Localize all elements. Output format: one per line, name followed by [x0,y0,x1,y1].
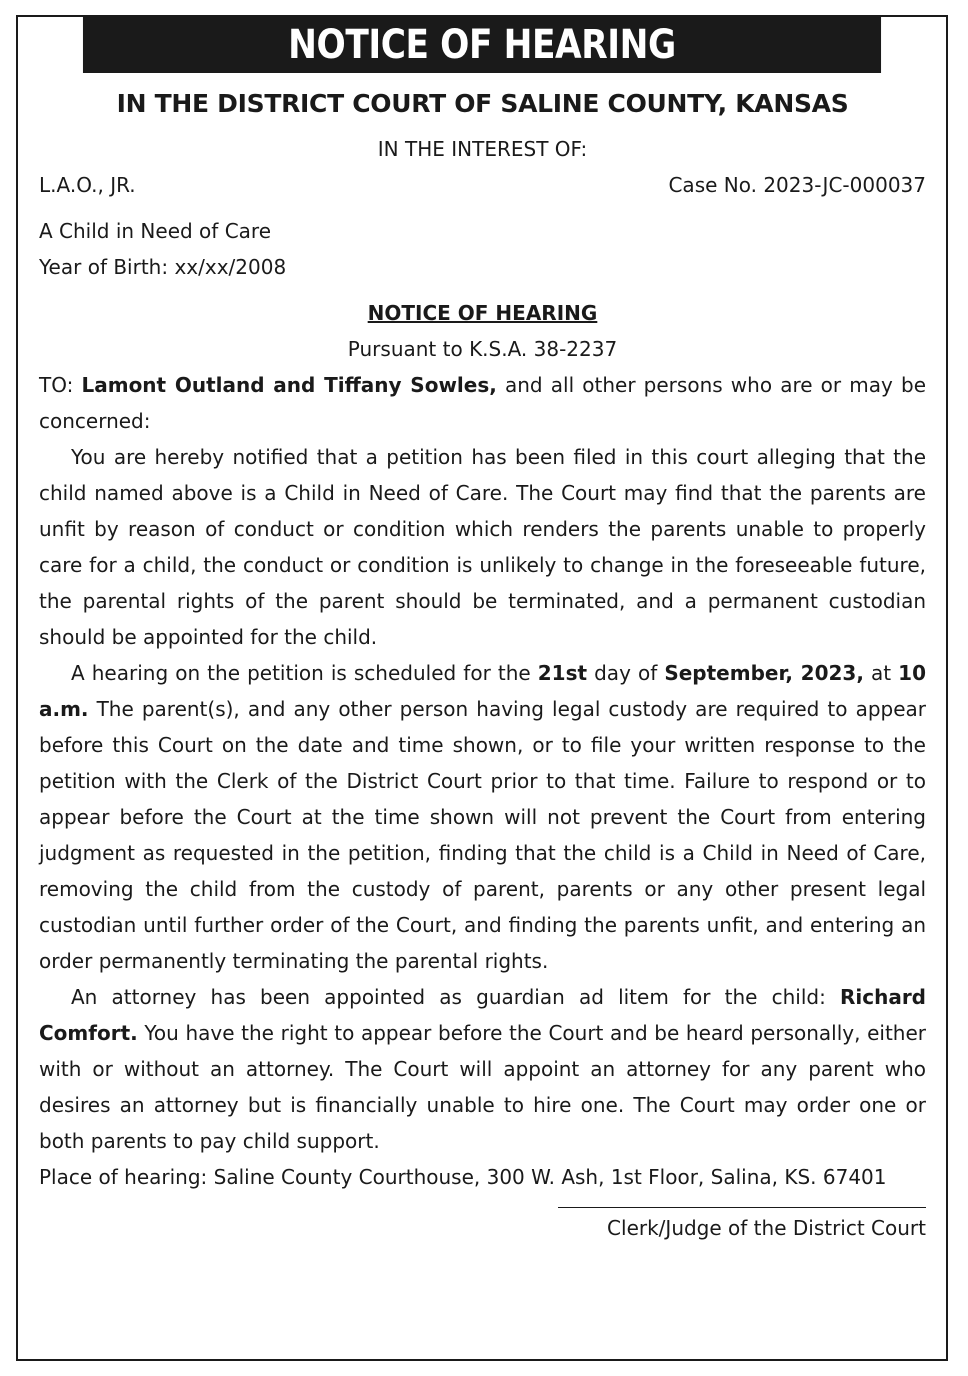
notice-body [18,87,946,1246]
hearing-month-year: September, 2023, [664,661,864,685]
statute: Pursuant to K.S.A. 38-2237 [347,337,618,361]
place-of-hearing: Place of hearing: Saline County Courthouse, 300 W. Ash, 1st Floor, Salina, KS. 67401 [39,1165,887,1189]
attorney-text-2: You have the right to appear before the Court and be heard personally, either with or without an attorney. The Court will appoint an attorney for any parent who desires an attorney but is financially unable to hire one. The Court may order one or both parents to pay child support. [39,1021,926,1153]
case-number: Case No. 2023-JC-000037 [668,173,926,197]
caption-row [39,167,926,203]
hearing-text-4: The parent(s), and any other person having legal custody are required to appear before this Court on the date and time shown, or to file your written response to the petition with the Clerk of the District Court prior to that time. Failure to respond or to appear before the Court at the time shown will not prevent the Court from entering judgment as requested in the petition, finding that the child is a Child in Need of Care, removing the child from the custody of parent, parents or any other present legal custodian until further order of the Court, and finding the parents unfit, and entering an order permanently terminating the parental rights. [39,697,926,973]
to-line [39,367,926,439]
year-of-birth: Year of Birth: xx/xx/2008 [39,255,287,279]
paragraph-hearing [39,655,926,979]
child-status: A Child in Need of Care [39,219,272,243]
paragraph-attorney [39,979,926,1159]
interest-of: IN THE INTEREST OF: [377,137,588,161]
hearing-text-1: A hearing on the petition is scheduled for the [71,661,538,685]
hearing-time: 10 a.m. [39,661,926,721]
legal-notice [16,15,948,1361]
banner-title: NOTICE OF HEARING [83,17,881,73]
child-name: L.A.O., JR. [39,173,136,197]
attorney-text-1: An attorney has been appointed as guardian ad litem for the child: [71,985,840,1009]
signature-block [39,1207,926,1246]
to-rest: and all other persons who are or may be concerned: [39,373,926,433]
signature-line: Clerk/Judge of the District Court [558,1207,926,1246]
to-prefix: TO: [39,373,82,397]
hearing-day: 21st [537,661,588,685]
notice-subtitle: NOTICE OF HEARING [367,301,598,325]
hearing-text-2: day of [587,661,665,685]
paragraph-petition: You are hereby notified that a petition has been filed in this court alleging that the child named above is a Child in Need of Care. The Court may find that the parents are unfit by reason of conduct or condition which renders the parents unable to properly care for a child, the conduct or condition is unlikely to change in the foreseeable future, the parental rights of the parent should be terminated, and a permanent custodian should be appointed for the child. [39,445,926,649]
hearing-text-3: at [863,661,899,685]
court-name: IN THE DISTRICT COURT OF SALINE COUNTY, KANSAS [116,89,849,118]
to-names: Lamont Outland and Tiffany Sowles, [81,373,497,397]
attorney-name: Richard Comfort. [39,985,926,1045]
